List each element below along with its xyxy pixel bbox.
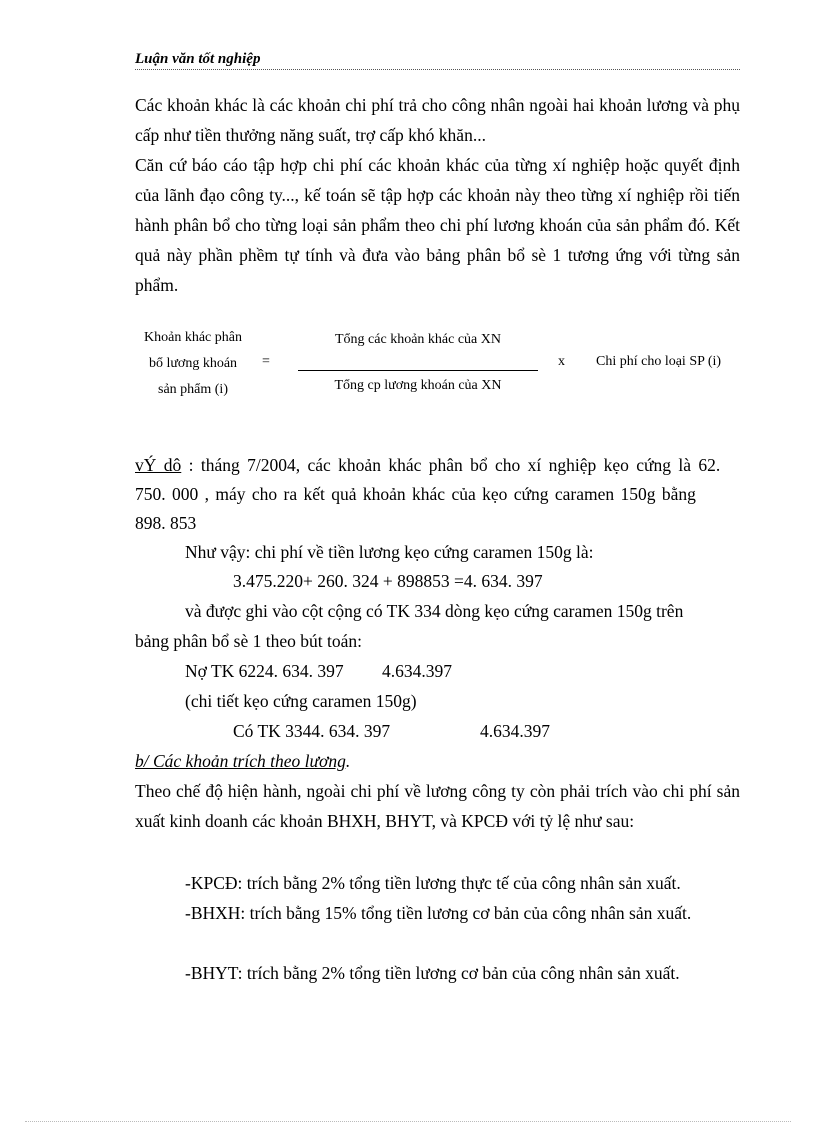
paragraph-allocation-basis: Căn cứ báo cáo tập hợp chi phí các khoản khác của từng xí nghiệp hoặc quyết định của lãnh đạo công ty..., kế toán sẽ tập hợp các khoản này theo từng xí nghiệp rồi tiến hành phân bổ cho từng loại sản phẩm theo chi phí lương khoán của sản phẩm đó. Kết quả này phần phềm tự tính và đưa vào bảng phân bổ sè 1 tương ứng với từng sản phẩm. <box>135 155 740 295</box>
paragraph-other-payments: Các khoản khác là các khoản chi phí trả cho công nhân ngoài hai khoản lương và phụ cấp như tiền thưởng năng suất, trợ cấp khó khăn... <box>135 95 740 145</box>
formula-equals-sign: = <box>262 354 270 369</box>
example-lead: vÝ dô <box>135 455 182 475</box>
entry-credit-account: Có TK 3344. 634. 397 <box>233 721 391 741</box>
example-line-3: 898. 853 <box>135 513 197 533</box>
formula-denominator: Tổng cp lương khoán của XN <box>334 378 502 393</box>
section-b-heading <box>135 746 350 776</box>
kpcd-rate: -KPCĐ: trích bằng 2% tổng tiền lương thực tế của công nhân sản xuất. <box>185 873 681 893</box>
section-b-heading-dot: . <box>345 751 351 771</box>
entry-detail: (chi tiết kẹo cứng caramen 150g) <box>185 691 417 711</box>
formula-right-term: Chi phí cho loại SP (i) <box>596 354 722 369</box>
bhyt-rate: -BHYT: trích bằng 2% tổng tiền lương cơ bản của công nhân sản xuất. <box>185 963 680 983</box>
formula-left-line-3: sản phẩm (i) <box>158 382 228 397</box>
section-b-heading-text: b/ Các khoản trích theo lương <box>135 751 346 771</box>
formula-left-line-1: Khoản khác phân <box>144 330 242 345</box>
entry-debit-account: Nợ TK 6224. 634. 397 <box>185 661 344 681</box>
example-line-6: và được ghi vào cột cộng có TK 334 dòng kẹo cứng caramen 150g trên <box>185 601 684 621</box>
entry-debit-amount: 4.634.397 <box>382 661 452 681</box>
formula-numerator: Tổng các khoản khác của XN <box>335 332 501 347</box>
formula-times-sign: x <box>558 354 565 369</box>
example-line-1-text: : tháng 7/2004, các khoản khác phân bổ cho xí nghiệp kẹo cứng là 62. <box>181 455 721 475</box>
example-calculation: 3.475.220+ 260. 324 + 898853 =4. 634. 397 <box>233 571 543 591</box>
formula-left-line-2: bổ lương khoán <box>148 356 238 371</box>
example-line-2: 750. 000 , máy cho ra kết quả khoản khác của kẹo cứng caramen 150g bằng <box>135 484 696 504</box>
example-line-1 <box>135 450 740 480</box>
page-header: Luận văn tốt nghiệp <box>135 50 740 70</box>
section-b-intro: Theo chế độ hiện hành, ngoài chi phí về lương công ty còn phải trích vào chi phí sản xuất kinh doanh các khoản BHXH, BHYT, và KPCĐ với tỷ lệ như sau: <box>135 781 740 831</box>
page-bottom-border <box>25 1121 791 1122</box>
formula-fraction-bar <box>298 370 538 371</box>
entry-credit-amount: 4.634.397 <box>480 721 550 741</box>
example-line-4: Như vậy: chi phí về tiền lương kẹo cứng caramen 150g là: <box>185 542 594 562</box>
bhxh-rate: -BHXH: trích bằng 15% tổng tiền lương cơ bản của công nhân sản xuất. <box>185 903 692 923</box>
example-line-7: bảng phân bổ sè 1 theo bút toán: <box>135 631 362 651</box>
